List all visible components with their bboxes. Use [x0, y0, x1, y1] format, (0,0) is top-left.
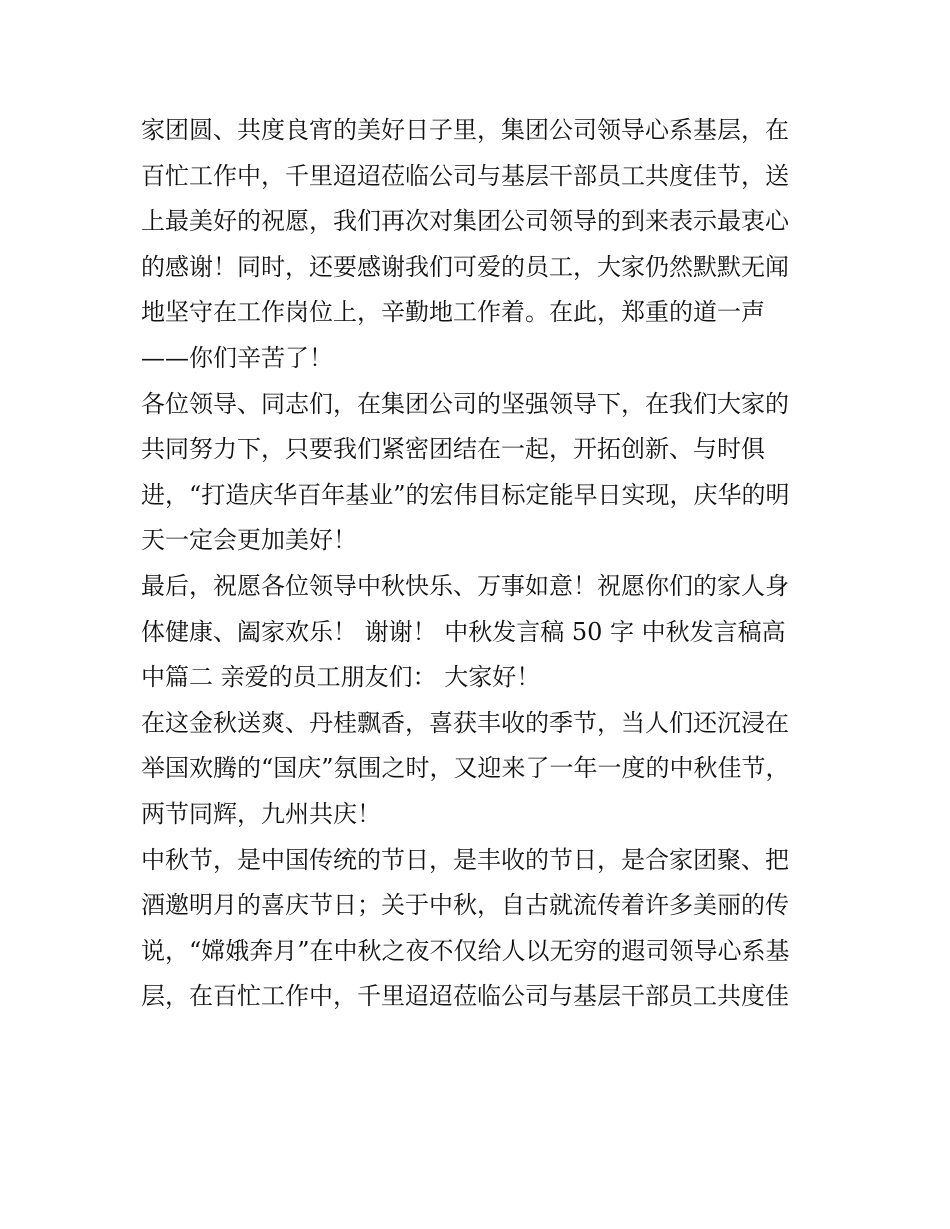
text-line: 层，在百忙工作中，千里迢迢莅临公司与基层干部员工共度佳 — [141, 982, 789, 1011]
text-line: 百忙工作中，千里迢迢莅临公司与基层干部员工共度佳节，送 — [141, 161, 789, 190]
text-line: 酒邀明月的喜庆节日；关于中秋，自古就流传着许多美丽的传 — [141, 891, 789, 920]
text-line: 家团圆、共度良宵的美好日子里，集团公司领导心系基层，在 — [141, 116, 789, 144]
text-line: 说，“嫦娥奔月”在中秋之夜不仅给人以无穷的遐司领导心系基 — [141, 936, 790, 965]
text-line: 天一定会更加美好！ — [141, 526, 357, 555]
text-line: 举国欢腾的“国庆”氛围之时，又迎来了一年一度的中秋佳节， — [141, 754, 790, 783]
text-line: 中篇二 亲爱的员工朋友们： 大家好！ — [141, 663, 541, 692]
text-line: 进，“打造庆华百年基业”的宏伟目标定能早日实现，庆华的明 — [141, 480, 790, 509]
text-line: 的感谢！同时，还要感谢我们可爱的员工，大家仍然默默无闻 — [141, 252, 789, 281]
text-line: 在这金秋送爽、丹桂飘香，喜获丰收的季节，当人们还沉浸在 — [141, 708, 789, 737]
text-line: 地坚守在工作岗位上，辛勤地工作着。在此，郑重的道一声 — [141, 298, 765, 327]
text-line: 最后，祝愿各位领导中秋快乐、万事如意！祝愿你们的家人身 — [141, 571, 789, 600]
text-line: 上最美好的祝愿，我们再次对集团公司领导的到来表示最衷心 — [141, 207, 789, 236]
document-body — [141, 108, 821, 1020]
text-line: 共同努力下，只要我们紧密团结在一起，开拓创新、与时俱 — [141, 435, 765, 464]
text-line: ——你们辛苦了！ — [141, 343, 333, 372]
text-line: 中秋节，是中国传统的节日，是丰收的节日，是合家团聚、把 — [141, 845, 789, 874]
text-line: 体健康、阖家欢乐！ 谢谢！ 中秋发言稿 50 字 中秋发言稿高 — [141, 617, 786, 646]
text-line: 各位领导、同志们，在集团公司的坚强领导下，在我们大家的 — [141, 389, 789, 418]
text-line: 两节同辉，九州共庆！ — [141, 799, 381, 828]
